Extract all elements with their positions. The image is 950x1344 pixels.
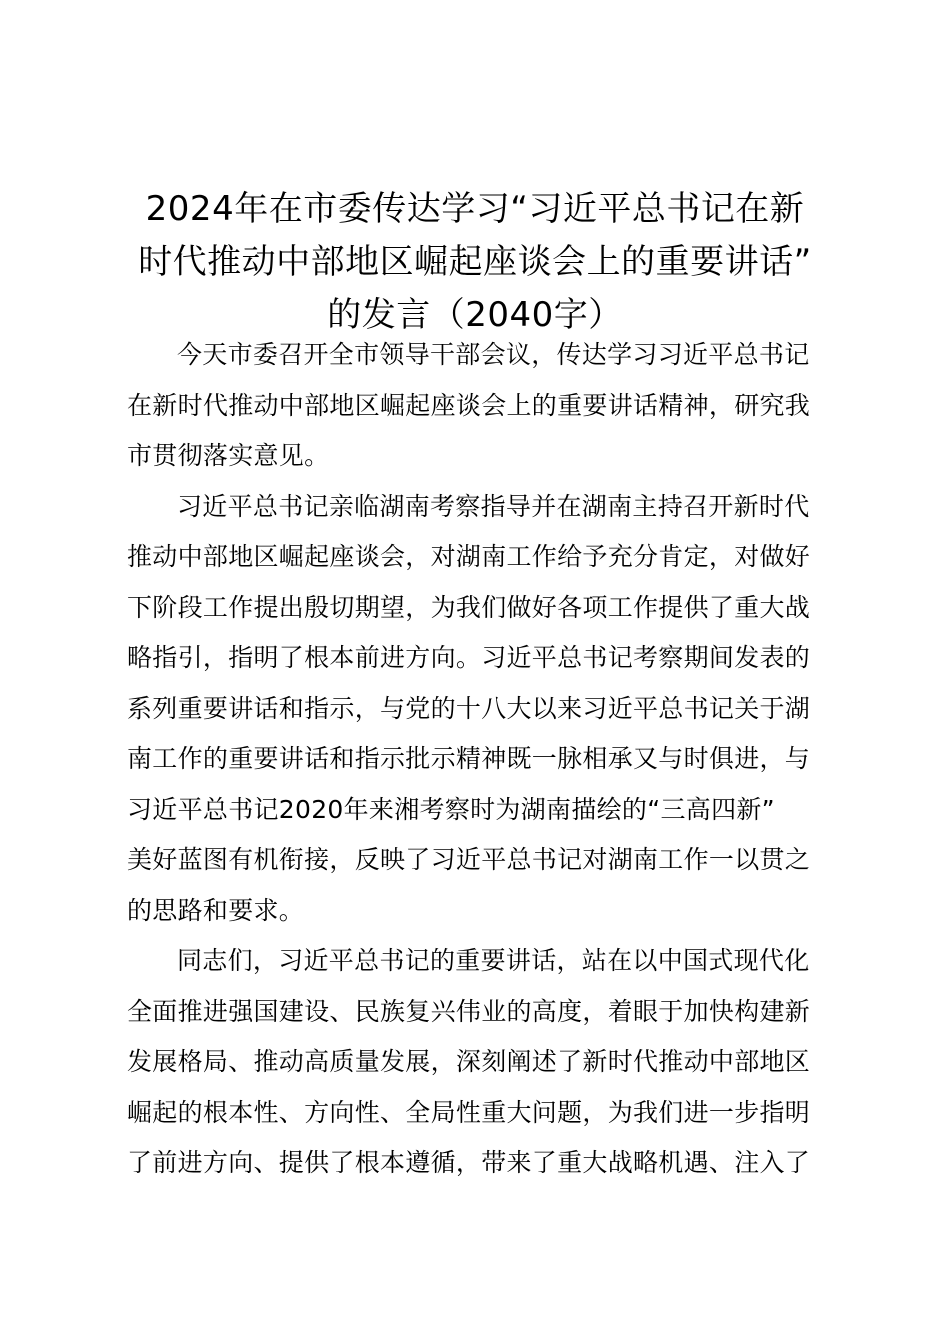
title-line: 的发言（2040字）	[327, 295, 623, 335]
paragraph-line: 市贯彻落实意见。	[127, 441, 330, 470]
paragraph-line: 崛起的根本性、方向性、全局性重大问题，为我们进一步指明	[127, 1097, 811, 1127]
paragraph-line: 推动中部地区崛起座谈会，对湖南工作给予充分肯定，对做好	[127, 542, 811, 571]
paragraph-line: 发展格局、推动高质量发展，深刻阐述了新时代推动中部地区	[127, 1047, 811, 1076]
paragraph-line: 南工作的重要讲话和指示批示精神既一脉相承又与时俱进，与	[127, 744, 811, 773]
paragraph-line: 同志们，习近平总书记的重要讲话，站在以中国式现代化	[177, 946, 810, 975]
paragraph-line: 习近平总书记亲临湖南考察指导并在湖南主持召开新时代	[177, 491, 810, 521]
title-line: 时代推动中部地区崛起座谈会上的重要讲话”	[138, 242, 812, 282]
paragraph-line: 的思路和要求。	[127, 895, 305, 925]
paragraph-line: 下阶段工作提出殷切期望，为我们做好各项工作提供了重大战	[127, 592, 811, 622]
paragraph-line: 美好蓝图有机衔接，反映了习近平总书记对湖南工作一以贯之	[127, 845, 811, 874]
paragraph-line: 今天市委召开全市领导干部会议，传达学习习近平总书记	[177, 340, 810, 369]
title-line: 2024年在市委传达学习“习近平总书记在新	[145, 189, 805, 229]
paragraph-line: 全面推进强国建设、民族复兴伟业的高度，着眼于加快构建新	[127, 996, 811, 1026]
paragraph-line: 系列重要讲话和指示，与党的十八大以来习近平总书记关于湖	[127, 693, 811, 723]
paragraph-line: 略指引，指明了根本前进方向。习近平总书记考察期间发表的	[127, 643, 811, 672]
paragraph-line: 习近平总书记2020年来湘考察时为湖南描绘的“三高四新”	[127, 794, 775, 824]
paragraph-1	[127, 330, 837, 482]
paragraph-2	[127, 482, 837, 937]
document-body	[127, 330, 837, 1189]
paragraph-line: 了前进方向、提供了根本遵循，带来了重大战略机遇、注入了	[127, 1148, 811, 1177]
paragraph-3	[127, 936, 837, 1189]
paragraph-line: 在新时代推动中部地区崛起座谈会上的重要讲话精神，研究我	[127, 390, 811, 420]
document-title	[110, 183, 840, 342]
